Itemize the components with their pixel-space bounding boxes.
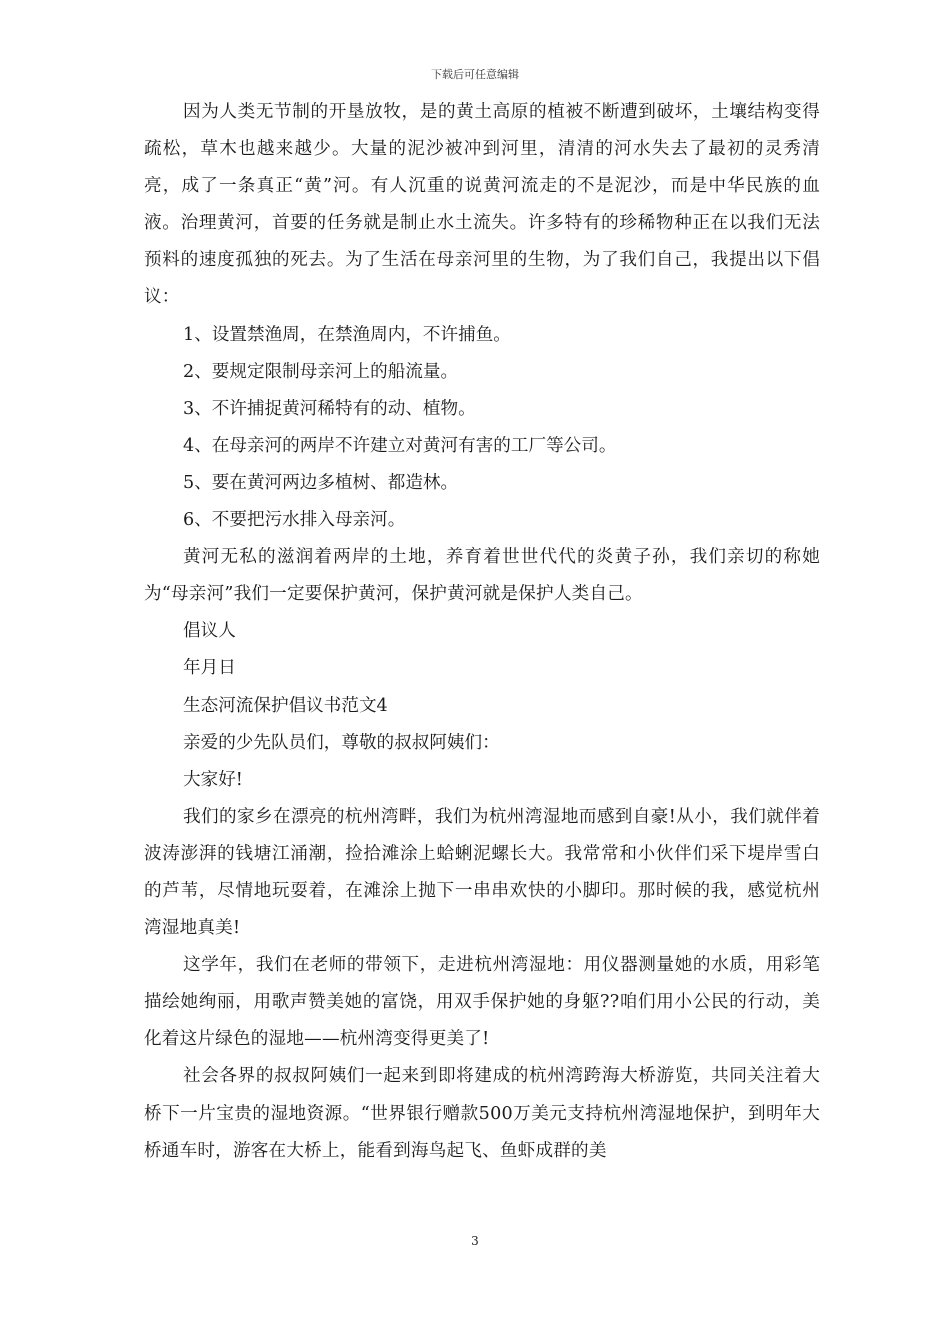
list-item: 年月日 xyxy=(183,658,236,679)
list-item: 2、要规定限制母亲河上的船流量。 xyxy=(183,361,459,382)
body-paragraph: 黄河无私的滋润着两岸的土地，养育着世世代代的炎黄子孙，我们亲切的称她为“母亲河”我们一定要保护黄河，保护黄河就是保护人类自己。 xyxy=(144,547,820,605)
body-paragraph: 这学年，我们在老师的带领下，走进杭州湾湿地：用仪器测量她的水质，用彩笔描绘她绚丽，用歌声赞美她的富饶，用双手保护她的身躯??咱们用小公民的行动，美化着这片绿色的湿地——杭州湾变得更美了! xyxy=(144,955,820,1050)
list-item: 3、不许捕捉黄河稀特有的动、植物。 xyxy=(183,398,476,419)
body-paragraph: 因为人类无节制的开垦放牧，是的黄土高原的植被不断遭到破坏，土壤结构变得疏松，草木也越来越少。大量的泥沙被冲到河里，清清的河水失去了最初的灵秀清亮，成了一条真正“黄”河。有人沉重的说黄河流走的不是泥沙，而是中华民族的血液。治理黄河，首要的任务就是制止水土流失。许多特有的珍稀物种正在以我们无法预料的速度孤独的死去。为了生活在母亲河里的生物，为了我们自己，我提出以下倡议： xyxy=(144,102,820,308)
page-number: 3 xyxy=(471,1234,479,1248)
list-item: 倡议人 xyxy=(183,621,236,642)
list-item: 生态河流保护倡议书范文4 xyxy=(183,695,388,716)
list-item: 1、设置禁渔周，在禁渔周内，不许捕鱼。 xyxy=(183,324,511,345)
body-paragraph: 社会各界的叔叔阿姨们一起来到即将建成的杭州湾跨海大桥游览，共同关注着大桥下一片宝贵的湿地资源。“世界银行赠款500万美元支持杭州湾湿地保护，到明年大桥通车时，游客在大桥上，能看到海鸟起飞、鱼虾成群的美 xyxy=(144,1066,820,1161)
list-item: 5、要在黄河两边多植树、都造林。 xyxy=(183,472,459,493)
body-paragraph: 我们的家乡在漂亮的杭州湾畔，我们为杭州湾湿地而感到自豪!从小，我们就伴着波涛澎湃的钱塘江涌潮，捡拾滩涂上蛤蜊泥螺长大。我常常和小伙伴们采下堤岸雪白的芦苇，尽情地玩耍着，在滩涂上抛下一串串欢快的小脚印。那时候的我，感觉杭州湾湿地真美! xyxy=(144,806,820,939)
list-item: 亲爱的少先队员们，尊敬的叔叔阿姨们： xyxy=(183,732,500,753)
list-item: 大家好! xyxy=(183,769,243,790)
list-item: 4、在母亲河的两岸不许建立对黄河有害的工厂等公司。 xyxy=(183,435,617,456)
document-body xyxy=(144,94,820,1170)
list-item: 6、不要把污水排入母亲河。 xyxy=(183,510,406,531)
page-header-note: 下载后可任意编辑 xyxy=(431,68,519,81)
